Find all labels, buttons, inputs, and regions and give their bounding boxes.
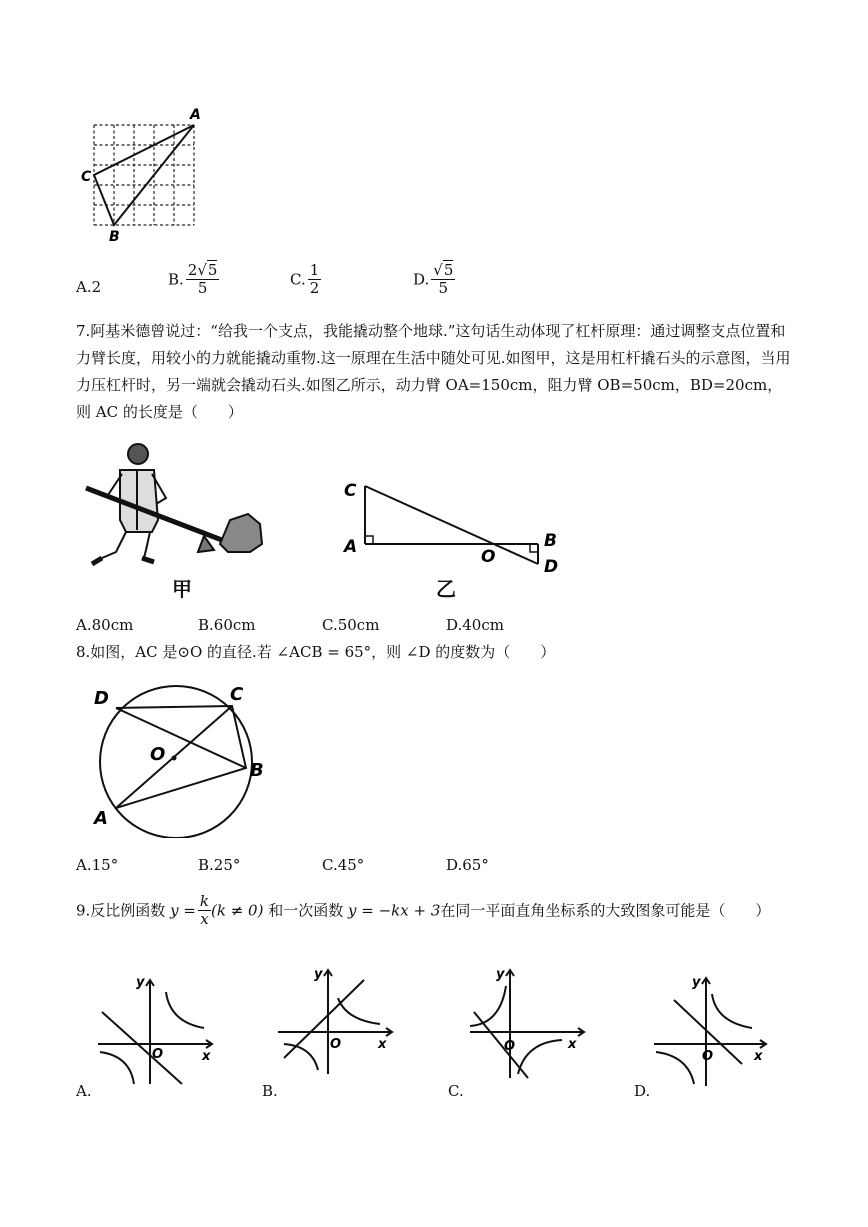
- q6-option-a[interactable]: [76, 278, 101, 296]
- q9-a-x-label: x: [202, 1049, 211, 1064]
- q9-graph-a: [92, 972, 222, 1092]
- q7-figure-yi: [340, 478, 570, 578]
- q7-option-a[interactable]: A.80cm: [76, 616, 134, 634]
- q8-option-d[interactable]: D.65°: [446, 856, 489, 874]
- q6-option-d-fraction: $\frac{√5}{5}$: [433, 261, 454, 297]
- q9-option-c[interactable]: C.: [448, 1082, 464, 1100]
- q8-option-b[interactable]: B.25°: [198, 856, 241, 874]
- q6-option-b-radicand: 5: [207, 261, 218, 279]
- q9-func1-den: x: [200, 910, 209, 928]
- q9-func1-lhs: y =: [170, 901, 196, 920]
- q7-label-D: D: [544, 557, 559, 577]
- q9-func1-num: k: [199, 892, 209, 910]
- q9-graph-d: [650, 970, 780, 1090]
- q7-label-A: A: [344, 537, 358, 557]
- q9-question-line: [76, 893, 770, 928]
- q6-option-c[interactable]: [290, 262, 321, 297]
- q6-option-c-den: 2: [309, 279, 320, 297]
- q9-graph-b: [272, 962, 402, 1082]
- q9-func2: y = −kx + 3: [348, 901, 441, 920]
- q8-label-C: C: [230, 684, 244, 705]
- q6-option-b[interactable]: [168, 262, 219, 297]
- q9-mid: 和一次函数: [268, 901, 344, 920]
- q7-option-d[interactable]: D.40cm: [446, 616, 504, 634]
- q6-label-A: A: [190, 107, 201, 123]
- q7-option-b[interactable]: B.60cm: [198, 616, 256, 634]
- q9-d-x-label: x: [754, 1049, 763, 1064]
- q9-c-origin-label: O: [504, 1039, 516, 1054]
- q9-option-a[interactable]: A.: [76, 1082, 92, 1100]
- q9-d-origin-label: O: [702, 1049, 714, 1064]
- q6-label-C: C: [81, 169, 92, 185]
- q6-option-b-den: 5: [197, 279, 208, 297]
- q6-option-a-prefix: A.: [76, 278, 92, 296]
- q7-fig-yi-caption: 乙: [436, 577, 456, 601]
- q9-a-y-label: y: [136, 975, 145, 990]
- q7-question-text: 7.阿基米德曾说过：“给我一个支点，我能撬动整个地球.”这句话生动体现了杠杆原理：通过调整支点位置和力臂长度，用较小的力就能撬动重物.这一原理在生活中随处可见.如图甲，这是用杠杆撬石头的示意图，当用力压杠杆时，另一端就会撬动石头.如图乙所示，动力臂 OA=150cm，阻力臂 OB=50cm，BD=20cm，则 AC 的长度是（ ）: [76, 322, 791, 421]
- q8-option-a[interactable]: A.15°: [76, 856, 119, 874]
- q7-label-B: B: [544, 531, 557, 551]
- q6-option-d-prefix: D.: [413, 270, 430, 289]
- q7-option-c[interactable]: C.50cm: [322, 616, 380, 634]
- q8-label-B: B: [250, 760, 264, 781]
- q6-option-b-fraction: $\frac{2√5}{5}$: [187, 261, 218, 297]
- q9-a-origin-label: O: [152, 1047, 164, 1062]
- q9-b-x-label: x: [378, 1037, 387, 1052]
- q9-d-y-label: y: [692, 975, 701, 990]
- q6-option-d[interactable]: [413, 262, 455, 297]
- q8-question-text: 8.如图，AC 是⊙O 的直径.若 ∠ACB = 65°，则 ∠D 的度数为（ ）: [76, 643, 556, 661]
- q8-label-A: A: [94, 808, 108, 829]
- q9-suffix: 在同一平面直角坐标系的大致图象可能是（ ）: [440, 901, 771, 920]
- q9-b-origin-label: O: [330, 1037, 342, 1052]
- q6-option-a-value: 2: [91, 278, 102, 296]
- q8-label-O: O: [150, 744, 166, 765]
- q9-c-y-label: y: [496, 967, 505, 982]
- q6-option-c-prefix: C.: [290, 270, 306, 289]
- q9-prefix: 9.反比例函数: [76, 901, 166, 920]
- q7-fig-jia-caption: 甲: [172, 577, 192, 601]
- q7-label-C: C: [344, 481, 357, 501]
- q6-option-b-prefix: B.: [168, 270, 184, 289]
- q9-option-b[interactable]: B.: [262, 1082, 278, 1100]
- q9-graph-c: [464, 962, 594, 1082]
- q6-option-d-radicand: 5: [443, 261, 454, 279]
- q6-option-d-den: 5: [438, 279, 449, 297]
- q6-label-B: B: [109, 229, 120, 245]
- q8-circle-figure: [88, 678, 278, 838]
- q6-option-c-fraction: [308, 262, 322, 297]
- q7-label-O: O: [481, 547, 496, 567]
- q8-option-c[interactable]: C.45°: [322, 856, 365, 874]
- q9-func1-fraction: [198, 893, 211, 928]
- q6-grid-figure: [78, 105, 218, 245]
- q6-option-b-coef: 2: [187, 261, 198, 279]
- q9-func1-cond: (k ≠ 0): [211, 901, 264, 920]
- q9-option-d[interactable]: D.: [634, 1082, 651, 1100]
- q6-option-c-num: 1: [309, 261, 320, 279]
- q8-label-D: D: [94, 688, 109, 709]
- q9-c-x-label: x: [568, 1037, 577, 1052]
- q9-b-y-label: y: [314, 967, 323, 982]
